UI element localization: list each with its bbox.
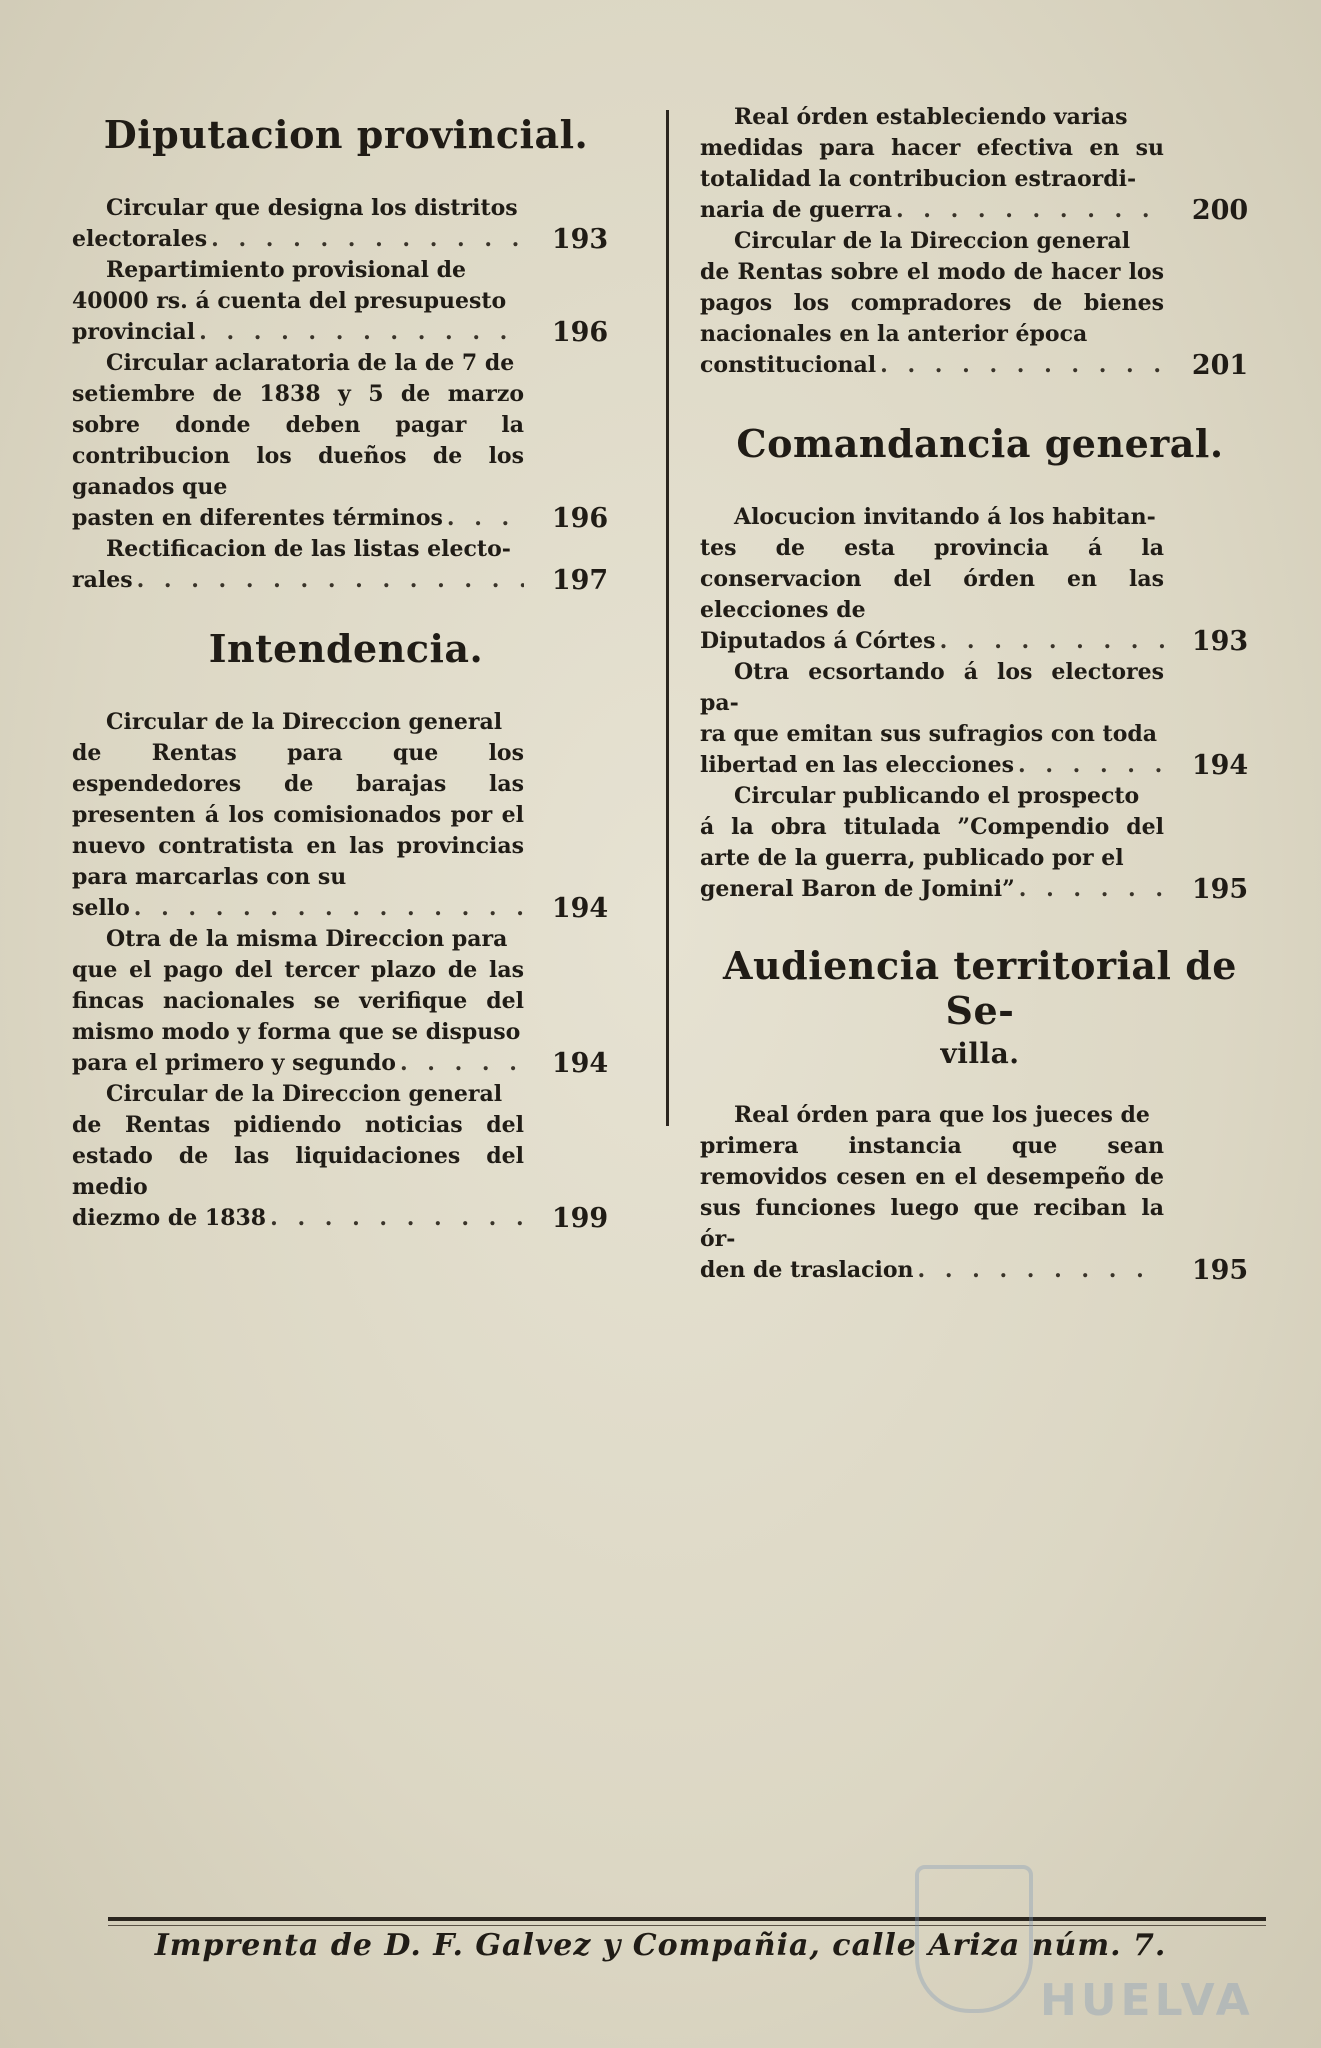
entry-last-text: sello [72, 895, 130, 921]
dot-leader [400, 1048, 524, 1079]
entry-first-line: Circular aclaratoria de la de 7 de [106, 350, 515, 376]
index-entry [72, 924, 620, 1079]
entry-first-line: Circular de la Direccion general [734, 228, 1131, 254]
entry-last-line [700, 626, 1164, 657]
entry-last-line [72, 565, 524, 596]
entry-body: ra que emitan sus sufragios con toda [700, 721, 1158, 747]
entry-last-line [72, 893, 524, 924]
section-heading-diputacion: Diputacion provincial. [103, 112, 589, 157]
entry-first-line: Otra ecsortando á los electores pa- [700, 659, 1164, 716]
watermark-text: HUELVA [1040, 1975, 1254, 2026]
entry-first-line: Circular de la Direccion general [106, 1081, 503, 1107]
entry-last-line [72, 224, 524, 255]
entry-first-line: Rectificacion de las listas electo- [106, 536, 511, 562]
dot-leader [896, 195, 1164, 226]
page-number: 196 [551, 317, 609, 348]
entry-first-line: Otra de la misma Direccion para [106, 926, 508, 952]
audiencia-heading-line2: villa. [940, 1037, 1020, 1070]
section-heading-audiencia [700, 943, 1260, 1070]
index-entry [700, 226, 1260, 381]
page-number: 195 [1191, 1255, 1249, 1286]
page-number: 194 [1191, 750, 1249, 781]
printer-imprint: Imprenta de D. F. Galvez y Compañia, calle Ariza núm. 7. [154, 1928, 1167, 1963]
entry-last-text: constitucional [700, 352, 877, 378]
dot-leader [940, 626, 1164, 657]
crest-icon [915, 1865, 1033, 2013]
dot-leader [880, 350, 1164, 381]
dot-leader [134, 893, 524, 924]
page-number: 196 [551, 503, 609, 534]
index-entry [72, 1079, 620, 1234]
page-number: 193 [1191, 626, 1249, 657]
page-number: 193 [551, 224, 609, 255]
right-column [700, 102, 1260, 1286]
entries-comandancia [700, 502, 1260, 905]
entries-audiencia [700, 1100, 1260, 1286]
audiencia-heading-line1: Audiencia territorial de Se- [723, 943, 1237, 1033]
dot-leader [1019, 874, 1164, 905]
dot-leader [199, 317, 524, 348]
page-number: 200 [1191, 195, 1249, 226]
entry-last-line [72, 1203, 524, 1234]
entry-first-line: Repartimiento provisional de [106, 257, 467, 283]
dot-leader [270, 1203, 524, 1234]
index-entry [72, 707, 620, 924]
page-number: 194 [551, 1048, 609, 1079]
entry-body: de Rentas para que los espendedores de barajas las presenten á los comisionados por el nuevo contratista en las provincias para marcarlas con su [72, 740, 524, 890]
entry-last-line [72, 503, 524, 534]
index-entry [700, 102, 1260, 226]
entry-body: tes de esta provincia á la conservacion del órden en las elecciones de [700, 535, 1164, 623]
page-number: 194 [551, 893, 609, 924]
page-number: 199 [551, 1203, 609, 1234]
entries-diputacion [72, 193, 620, 596]
entries-top-right [700, 102, 1260, 381]
entry-first-line: Circular que designa los distritos [106, 195, 518, 221]
column-divider [666, 110, 669, 1126]
entry-last-text: naria de guerra [700, 197, 892, 223]
index-entry [700, 1100, 1260, 1286]
entry-last-line [700, 874, 1164, 905]
dot-leader [137, 565, 524, 596]
index-entry [700, 781, 1260, 905]
entry-first-line: Alocucion invitando á los habitan- [734, 504, 1156, 530]
entry-first-line: Circular publicando el prospecto [734, 783, 1140, 809]
index-entry [700, 657, 1260, 781]
entry-last-text: pasten en diferentes términos [72, 505, 443, 531]
entry-last-text: libertad en las elecciones [700, 752, 1015, 778]
watermark [915, 1855, 1254, 2026]
entry-last-text: diezmo de 1838 [72, 1205, 267, 1231]
dot-leader [918, 1255, 1164, 1286]
entry-last-line [72, 317, 524, 348]
entry-first-line: Circular de la Direccion general [106, 709, 503, 735]
section-heading-intendencia: Intendencia. [208, 626, 484, 671]
entry-last-text: provincial [72, 319, 196, 345]
entry-last-line [700, 350, 1164, 381]
index-entry [700, 502, 1260, 657]
section-heading-comandancia: Comandancia general. [736, 421, 1224, 466]
entry-first-line: Real órden estableciendo varias [734, 104, 1128, 130]
left-column [72, 100, 620, 1234]
entry-last-text: para el primero y segundo [72, 1050, 396, 1076]
entry-body: 40000 rs. á cuenta del presupuesto [72, 288, 507, 314]
entry-body: á la obra titulada ”Compendio del arte de la guerra, publicado por el [700, 814, 1164, 871]
entry-last-text: rales [72, 567, 133, 593]
entry-last-text: Diputados á Córtes [700, 628, 936, 654]
entries-intendencia [72, 707, 620, 1234]
index-entry [72, 193, 620, 255]
entry-body: de Rentas pidiendo noticias del estado de las liquidaciones del medio [72, 1112, 524, 1200]
entry-last-text: general Baron de Jomini” [700, 876, 1015, 902]
entry-body: medidas para hacer efectiva en su totalidad la contribucion estraordi- [700, 135, 1164, 192]
entry-body: de Rentas sobre el modo de hacer los pagos los compradores de bienes nacionales en la anterior época [700, 259, 1164, 347]
dot-leader [447, 503, 524, 534]
entry-last-text: electorales [72, 226, 208, 252]
entry-last-line [700, 195, 1164, 226]
dot-leader [211, 224, 524, 255]
dot-leader [1018, 750, 1164, 781]
entry-last-line [72, 1048, 524, 1079]
page-number: 195 [1191, 874, 1249, 905]
index-entry [72, 348, 620, 534]
entry-body: setiembre de 1838 y 5 de marzo sobre donde deben pagar la contribucion los dueños de los ganados que [72, 381, 524, 500]
entry-last-line [700, 1255, 1164, 1286]
entry-body: primera instancia que sean removidos cesen en el desempeño de sus funciones luego que reciban la ór- [700, 1133, 1164, 1252]
index-entry [72, 255, 620, 348]
page-number: 197 [551, 565, 609, 596]
entry-body: que el pago del tercer plazo de las fincas nacionales se verifique del mismo modo y forma que se dispuso [72, 957, 524, 1045]
entry-first-line: Real órden para que los jueces de [734, 1102, 1150, 1128]
entry-last-text: den de traslacion [700, 1257, 914, 1283]
entry-last-line [700, 750, 1164, 781]
page-number: 201 [1191, 350, 1249, 381]
index-entry [72, 534, 620, 596]
